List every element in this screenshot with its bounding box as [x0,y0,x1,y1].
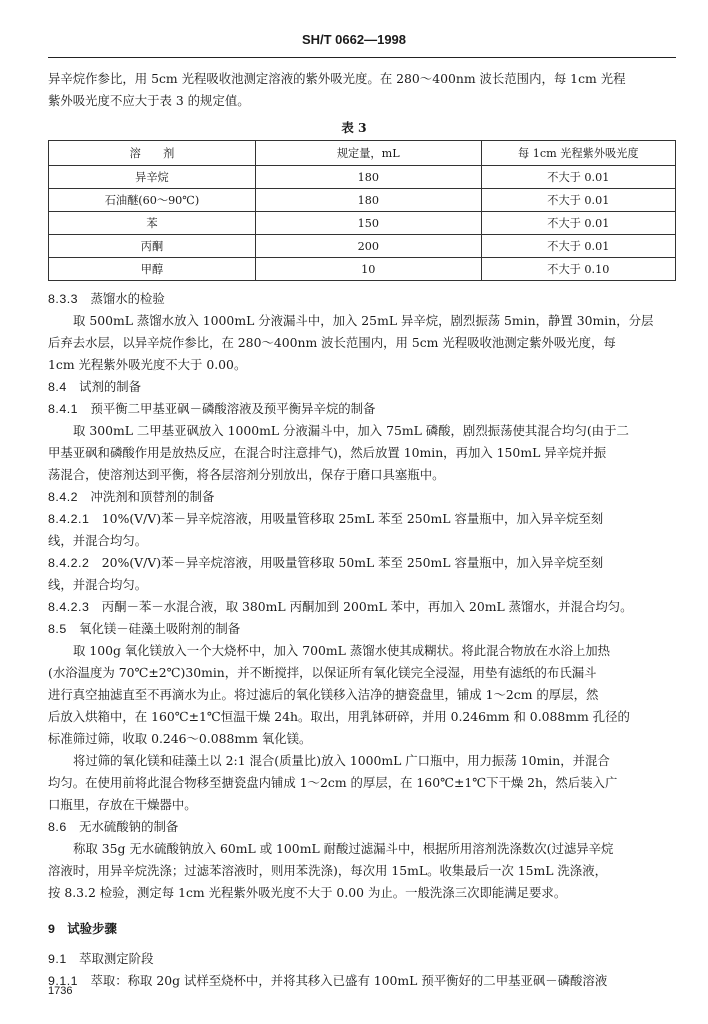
section-number: 8.5 [48,622,67,636]
section-title: 萃取测定阶段 [79,951,154,966]
table-cell: 180 [255,189,481,212]
body-text: 丙酮－苯－水混合液，取 380mL 丙酮加到 200mL 苯中，再加入 20mL 蒸馏水，并混合均匀。 [101,599,633,614]
section-title: 预平衡二甲基亚砜－磷酸溶液及预平衡异辛烷的制备 [90,401,376,416]
body-line: 将过筛的氧化镁和硅藻土以 2:1 混合(质量比)放入 1000mL 广口瓶中，用力振荡 10min，并混合 [73,753,610,768]
table-cell: 不大于 0.01 [481,235,675,258]
table-row [49,212,676,235]
section-heading [48,376,676,398]
body-line: 荡混合，使溶剂达到平衡，将各层溶剂分别放出，保存于磨口具塞瓶中。 [48,467,445,482]
body-line: 溶液时，用异辛烷洗涤；过滤苯溶液时，则用苯洗涤)，每次用 15mL。收集最后一次 15mL 洗涤液， [48,863,607,878]
section-number: 8.6 [48,820,67,834]
table-cell: 丙酮 [49,235,256,258]
intro-paragraph [48,68,676,112]
section-number: 9.1.1 [48,974,79,988]
section-heading [48,816,676,838]
body-text: 10%(V/V)苯－异辛烷溶液，用吸量管移取 25mL 苯至 250mL 容量瓶中，加入异辛烷至刻 [101,511,604,526]
section-title: 蒸馏水的检验 [90,291,165,306]
section-number: 8.4.2.2 [48,556,90,570]
body-line [48,970,676,992]
body-line: 进行真空抽滤直至不再滴水为止。将过滤后的氧化镁移入洁净的搪瓷盘里，铺成 1～2cm 的厚层，然 [48,687,599,702]
header-rule [48,57,676,58]
table-header-cell: 规定量，mL [255,141,481,166]
body-line: 称取 35g 无水硫酸钠放入 60mL 或 100mL 耐酸过滤漏斗中，根据所用溶剂洗涤数次(过滤异辛烷 [73,841,614,856]
body-line: 口瓶里，存放在干燥器中。 [48,797,197,812]
table-cell: 异辛烷 [49,166,256,189]
section-heading [48,398,676,420]
table-cell: 180 [255,166,481,189]
table-row [49,235,676,258]
section-title: 试剂的制备 [79,379,142,394]
section-heading [48,618,676,640]
body-line: (水浴温度为 70℃±2℃)30min，并不断搅拌，以保证所有氧化镁完全浸湿，用垫有滤纸的布氏漏斗 [48,665,597,680]
body-text: 20%(V/V)苯－异辛烷溶液，用吸量管移取 50mL 苯至 250mL 容量瓶中，加入异辛烷至刻 [101,555,604,570]
intro-line: 紫外吸光度不应大于表 3 的规定值。 [48,93,250,108]
page-number: 1736 [48,985,73,997]
table-cell: 不大于 0.01 [481,212,675,235]
table-header-row [49,141,676,166]
body-line: 取 300mL 二甲基亚砜放入 1000mL 分液漏斗中，加入 75mL 磷酸，剧烈振荡使其混合均匀(由于二 [73,423,629,438]
body-text: 萃取：称取 20g 试样至烧杯中，并将其移入已盛有 100mL 预平衡好的二甲基亚砜－磷酸溶液 [90,973,608,988]
section-number: 9.1 [48,952,67,966]
section-heading [48,486,676,508]
table-cell: 不大于 0.01 [481,189,675,212]
body-line: 后放入烘箱中，在 160℃±1℃恒温干燥 24h。取出，用乳钵研碎，并用 0.246mm 和 0.088mm 孔径的 [48,709,630,724]
table-caption: 表 3 [341,120,367,135]
body-line: 取 100g 氧化镁放入一个大烧杯中，加入 700mL 蒸馏水使其成糊状。将此混合物放在水浴上加热 [73,643,611,658]
section-title: 冲洗剂和顶替剂的制备 [90,489,215,504]
section-number: 8.3.3 [48,292,79,306]
spacer [48,904,676,918]
body-line: 均匀。在使用前将此混合物移至搪瓷盘内铺成 1～2cm 的厚层，在 160℃±1℃下干燥 2h，然后装入广 [48,775,618,790]
body-line: 线，并混合均匀。 [48,577,148,592]
table-cell: 不大于 0.01 [481,166,675,189]
table-3 [48,140,676,281]
section-number: 8.4.2.1 [48,512,90,526]
section-heading [48,948,676,970]
section-number: 8.4 [48,380,67,394]
section-number: 8.4.2 [48,490,79,504]
section-8-3-3 [48,288,676,992]
body-line: 线，并混合均匀。 [48,533,148,548]
body-line: 1cm 光程紫外吸光度不大于 0.00。 [48,357,247,372]
section-number: 9 [48,922,55,936]
section-title: 无水硫酸钠的制备 [79,819,179,834]
table-cell: 10 [255,258,481,281]
section-number: 8.4.2.3 [48,600,90,614]
table-cell: 200 [255,235,481,258]
body-line [48,552,676,574]
body-line: 后弃去水层，以异辛烷作参比，在 280～400nm 波长范围内，用 5cm 光程吸收池测定紫外吸光度，每 [48,335,616,350]
section-heading [48,288,676,310]
table-header-cell: 溶 剂 [49,141,256,166]
section-title: 试验步骤 [67,922,117,936]
table-row [49,258,676,281]
section-title: 氧化镁－硅藻土吸附剂的制备 [79,621,241,636]
spacer [48,940,676,948]
table-row [49,189,676,212]
standard-header: SH/T 0662—1998 [301,32,407,47]
table-cell: 150 [255,212,481,235]
body-line: 甲基亚砜和磷酸作用是放热反应，在混合时注意排气)，然后放置 10min，再加入 150mL 异辛烷并振 [48,445,607,460]
section-number: 8.4.1 [48,402,79,416]
body-line: 标准筛过筛，收取 0.246～0.088mm 氧化镁。 [48,731,312,746]
table-cell: 苯 [49,212,256,235]
chapter-heading [48,918,676,940]
body-line: 取 500mL 蒸馏水放入 1000mL 分液漏斗中，加入 25mL 异辛烷，剧烈振荡 5min，静置 30min，分层 [73,313,654,328]
body-line [48,508,676,530]
table-cell: 不大于 0.10 [481,258,675,281]
table-cell: 石油醚(60～90℃) [49,189,256,212]
table-header-cell: 每 1cm 光程紫外吸光度 [481,141,675,166]
body-line [48,596,676,618]
table-row [49,166,676,189]
intro-line: 异辛烷作参比，用 5cm 光程吸收池测定溶液的紫外吸光度。在 280～400nm 波长范围内，每 1cm 光程 [48,71,626,86]
table-cell: 甲醇 [49,258,256,281]
body-line: 按 8.3.2 检验，测定每 1cm 光程紫外吸光度不大于 0.00 为止。一般洗涤三次即能满足要求。 [48,885,567,900]
